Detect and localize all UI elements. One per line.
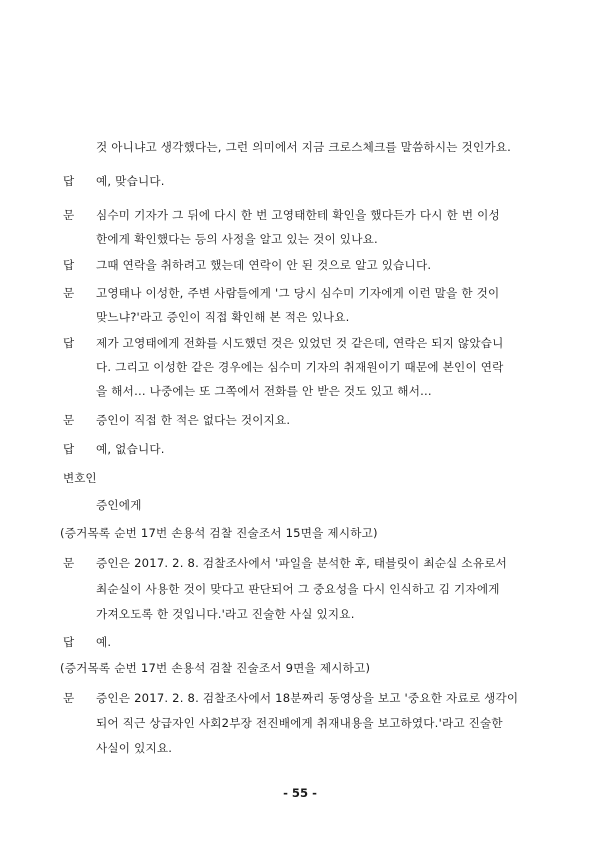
answer-label: 답 [63, 336, 75, 350]
question-label: 문 [63, 286, 75, 300]
text-line: 을 해서... 나중에는 또 그쪽에서 전화를 안 받은 것도 있고 해서... [96, 384, 432, 398]
text-line: 사실이 있지요. [96, 741, 173, 755]
text-line: 맞느냐?'라고 증인이 직접 확인해 본 적은 있나요. [96, 310, 350, 324]
answer-label: 답 [63, 635, 75, 649]
text-line: 한에게 확인했다는 등의 사정을 알고 있는 것이 있나요. [96, 232, 378, 246]
text-line: 증인에게 [96, 498, 142, 512]
text-line: 증인은 2017. 2. 8. 검찰조사에서 '파일을 분석한 후, 태블릿이 최순실 소유로서 [96, 556, 508, 570]
evidence-note: (증거목록 순번 17번 손용석 검찰 진술조서 15면을 제시하고) [60, 526, 378, 540]
text-line: 예, 없습니다. [96, 442, 165, 456]
answer-label: 답 [63, 258, 75, 272]
answer-label: 답 [63, 174, 75, 188]
question-label: 문 [63, 413, 75, 427]
text-line: 심수미 기자가 그 뒤에 다시 한 번 고영태한테 확인을 했다든가 다시 한 번 이성 [96, 208, 500, 222]
text-line: 다. 그리고 이성한 같은 경우에는 심수미 기자의 취재원이기 때문에 본인이 연락 [96, 360, 504, 374]
text-line: 되어 직근 상급자인 사회2부장 전진배에게 취재내용을 보고하였다.'라고 진술한 [96, 716, 503, 730]
evidence-note: (증거목록 순번 17번 손용석 검찰 진술조서 9면을 제시하고) [60, 661, 371, 675]
speaker-label: 변호인 [63, 471, 97, 485]
page-number: - 55 - [283, 786, 317, 800]
text-line: 고영태나 이성한, 주변 사람들에게 '그 당시 심수미 기자에게 이런 말을 한 것이 [96, 286, 500, 300]
question-label: 문 [63, 556, 75, 570]
text-line: 것 아니냐고 생각했다는, 그런 의미에서 지금 크로스체크를 말씀하시는 것인가요. [96, 140, 512, 154]
text-line: 최순실이 사용한 것이 맞다고 판단되어 그 중요성을 다시 인식하고 김 기자에게 [96, 582, 500, 596]
text-line: 증인이 직접 한 적은 없다는 것이지요. [96, 413, 291, 427]
question-label: 문 [63, 691, 75, 705]
text-line: 예. [96, 635, 112, 649]
text-line: 제가 고영태에게 전화를 시도했던 것은 있었던 것 같은데, 연락은 되지 않았습니 [96, 336, 504, 350]
text-line: 증인은 2017. 2. 8. 검찰조사에서 18분짜리 동영상을 보고 '중요한 자료로 생각이 [96, 691, 519, 705]
text-line: 가져오도록 한 것입니다.'라고 진술한 사실 있지요. [96, 607, 355, 621]
question-label: 문 [63, 208, 75, 222]
answer-label: 답 [63, 442, 75, 456]
text-line: 예, 맞습니다. [96, 174, 165, 188]
text-line: 그때 연락을 취하려고 했는데 연락이 안 된 것으로 알고 있습니다. [96, 258, 432, 272]
